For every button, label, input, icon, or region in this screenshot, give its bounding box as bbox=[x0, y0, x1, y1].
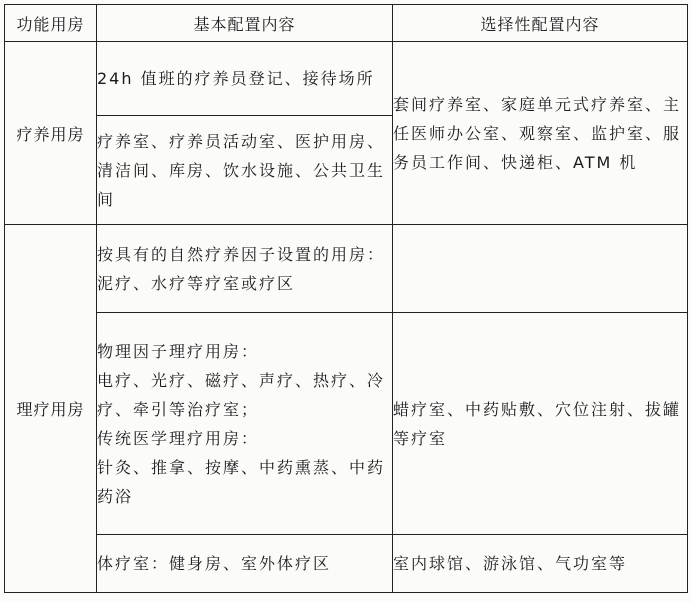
table-row bbox=[5, 225, 688, 313]
basic-cell: 体疗室：健身房、室外体疗区 bbox=[97, 535, 393, 593]
optional-cell: 蜡疗室、中药贴敷、穴位注射、拔罐等疗室 bbox=[393, 313, 688, 535]
header-row bbox=[5, 5, 688, 42]
optional-cell bbox=[393, 225, 688, 313]
function-cell: 疗养用房 bbox=[5, 42, 97, 225]
configuration-table bbox=[4, 4, 688, 593]
table-row bbox=[5, 42, 688, 116]
header-function: 功能用房 bbox=[5, 5, 97, 42]
line: 针灸、推拿、按摩、中药熏蒸、中药药浴 bbox=[97, 457, 386, 506]
basic-cell: 疗养室、疗养员活动室、医护用房、清洁间、库房、饮水设施、公共卫生间 bbox=[97, 116, 393, 225]
table-row bbox=[5, 535, 688, 593]
header-basic: 基本配置内容 bbox=[97, 5, 393, 42]
table-row bbox=[5, 313, 688, 535]
basic-cell: 按具有的自然疗养因子设置的用房：泥疗、水疗等疗室或疗区 bbox=[97, 225, 393, 313]
basic-cell bbox=[97, 313, 393, 535]
line: 传统医学理疗用房： bbox=[97, 428, 260, 448]
function-cell: 理疗用房 bbox=[5, 225, 97, 593]
basic-cell: 24h 值班的疗养员登记、接待场所 bbox=[97, 42, 393, 116]
line: 电疗、光疗、磁疗、声疗、热疗、冷疗、牵引等治疗室； bbox=[97, 370, 386, 419]
header-optional: 选择性配置内容 bbox=[393, 5, 688, 42]
optional-cell: 室内球馆、游泳馆、气功室等 bbox=[393, 535, 688, 593]
line: 物理因子理疗用房： bbox=[97, 341, 260, 361]
optional-cell: 套间疗养室、家庭单元式疗养室、主任医师办公室、观察室、监护室、服务员工作间、快递柜、ATM 机 bbox=[393, 42, 688, 225]
